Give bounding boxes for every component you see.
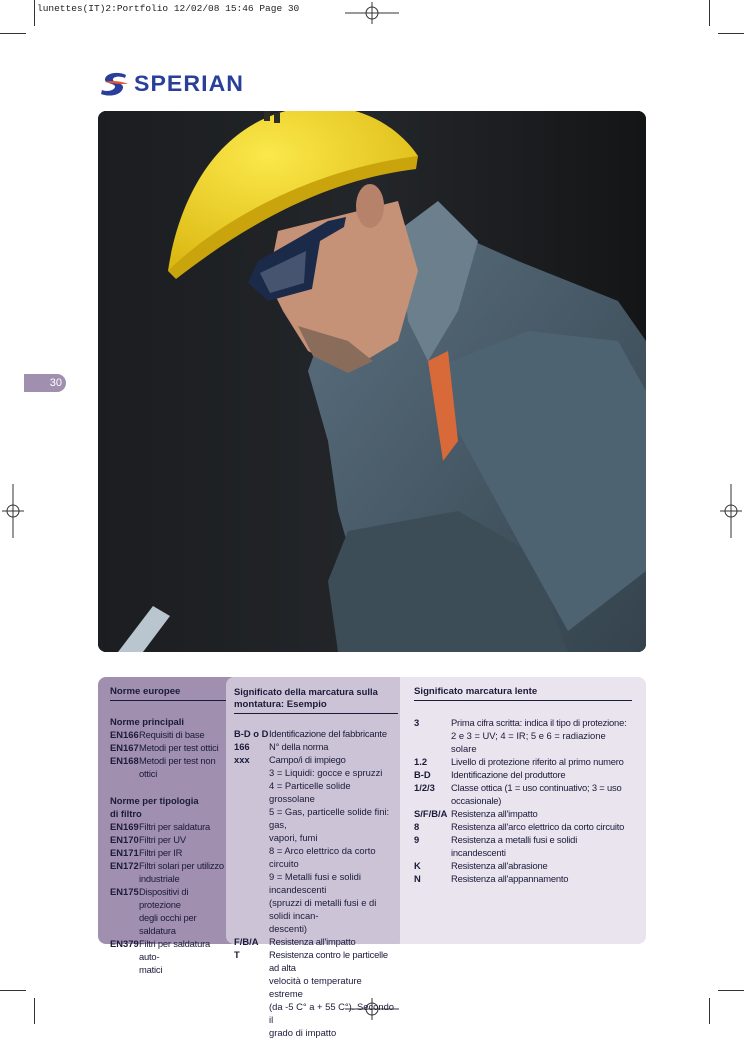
crop-mark <box>718 990 744 991</box>
list-item: EN379 Filtri per saldatura auto- <box>110 938 211 962</box>
section-heading: Norme per tipologia <box>110 795 199 806</box>
sperian-s-mark-icon <box>100 72 130 96</box>
worker-illustration <box>98 111 646 652</box>
crop-mark <box>34 0 35 26</box>
list-item: 166 N° della norma <box>234 741 329 752</box>
list-item: B-D Identificazione del produttore <box>414 769 566 780</box>
list-item: B-D o D Identificazione del fabbricante <box>234 728 387 739</box>
list-item-cont: degli occhi per saldatura <box>139 912 197 936</box>
list-item: 1/2/3 Classe ottica (1 = uso continuativo; 3 = uso occasionale) <box>414 782 622 806</box>
crop-mark <box>709 998 710 1024</box>
list-item: EN169 Filtri per saldatura <box>110 821 211 832</box>
print-slug: lunettes(IT)2:Portfolio 12/02/08 15:46 Page 30 <box>37 3 300 14</box>
panel-heading: Significato della marcatura sulla <box>234 686 378 697</box>
frame-marking-list <box>234 727 398 1039</box>
field-line: 8 = Arco elettrico da corto circuito <box>269 845 376 869</box>
list-item: xxx Campo/i di impiego <box>234 754 346 765</box>
list-item: EN166 Requisiti di base <box>110 729 205 740</box>
panel-heading-cont: montatura: Esempio <box>234 698 398 714</box>
list-item-cont: industriale <box>139 873 180 884</box>
registration-mark-right <box>720 484 742 538</box>
registration-mark-top <box>345 2 399 24</box>
field-line: descenti) <box>269 923 308 934</box>
list-item: 3 Prima cifra scritta: indica il tipo di protezione: <box>414 717 627 728</box>
field-line: (spruzzi di metalli fusi e di solidi incan- <box>269 897 377 921</box>
field-line: (da -5 C° a + 55 C°). Secondo il <box>269 1001 395 1025</box>
page-number-tab: 30 <box>24 374 66 392</box>
list-item: EN175 Dispositivi di protezione <box>110 886 189 910</box>
list-item: EN171 Filtri per IR <box>110 847 183 858</box>
crop-mark <box>718 33 744 34</box>
list-item: EN168 Metodi per test non ottici <box>110 755 216 779</box>
panel-lens-marking <box>400 677 646 944</box>
crop-mark <box>0 33 26 34</box>
panel-european-norms <box>98 677 238 975</box>
filter-norms-list <box>110 820 228 976</box>
field-line: grado di impatto <box>269 1027 337 1038</box>
lens-marking-list <box>414 716 632 885</box>
crop-mark <box>709 0 710 26</box>
list-item: N Resistenza all'appannamento <box>414 873 569 884</box>
field-line: 4 = Particelle solide grossolane <box>269 780 351 804</box>
section-heading-cont: di filtro <box>110 808 142 819</box>
panel-heading: Norme europee <box>110 685 228 701</box>
brand-name: SPERIAN <box>134 71 245 96</box>
list-item: 1.2 Livello di protezione riferito al primo numero <box>414 756 624 767</box>
section-heading: Norme principali <box>110 716 184 727</box>
list-item: EN172 Filtri solari per utilizzo <box>110 860 224 871</box>
list-item: S/F/B/A Resistenza all'impatto <box>414 808 538 819</box>
field-line: velocità o temperature estreme <box>269 975 362 999</box>
hero-photo-worker <box>98 111 646 652</box>
crop-mark <box>34 998 35 1024</box>
panel-heading: Significato marcatura lente <box>414 685 632 701</box>
crop-mark <box>0 990 26 991</box>
field-line: vapori, fumi <box>269 832 318 843</box>
field-line: 2 e 3 = UV; 4 = IR; 5 e 6 = radiazione solare <box>451 730 606 754</box>
registration-mark-left <box>2 484 24 538</box>
list-item: 8 Resistenza all'arco elettrico da corto circuito <box>414 821 625 832</box>
principal-norms-list <box>110 728 228 780</box>
list-item: K Resistenza all'abrasione <box>414 860 548 871</box>
list-item: T Resistenza contro le particelle ad alta <box>234 949 388 973</box>
list-item: 9 Resistenza a metalli fusi e solidi incandescenti <box>414 834 578 858</box>
field-line: 9 = Metalli fusi e solidi incandescenti <box>269 871 361 895</box>
field-line: 5 = Gas, particelle solide fini: gas, <box>269 806 390 830</box>
list-item: F/B/A Resistenza all'impatto <box>234 936 356 947</box>
field-line: 3 = Liquidi: gocce e spruzzi <box>269 767 383 778</box>
list-item: EN170 Filtri per UV <box>110 834 186 845</box>
list-item-cont: matici <box>139 964 163 975</box>
sperian-logo <box>100 71 245 96</box>
panel-frame-marking <box>226 677 406 1038</box>
list-item: EN167 Metodi per test ottici <box>110 742 219 753</box>
